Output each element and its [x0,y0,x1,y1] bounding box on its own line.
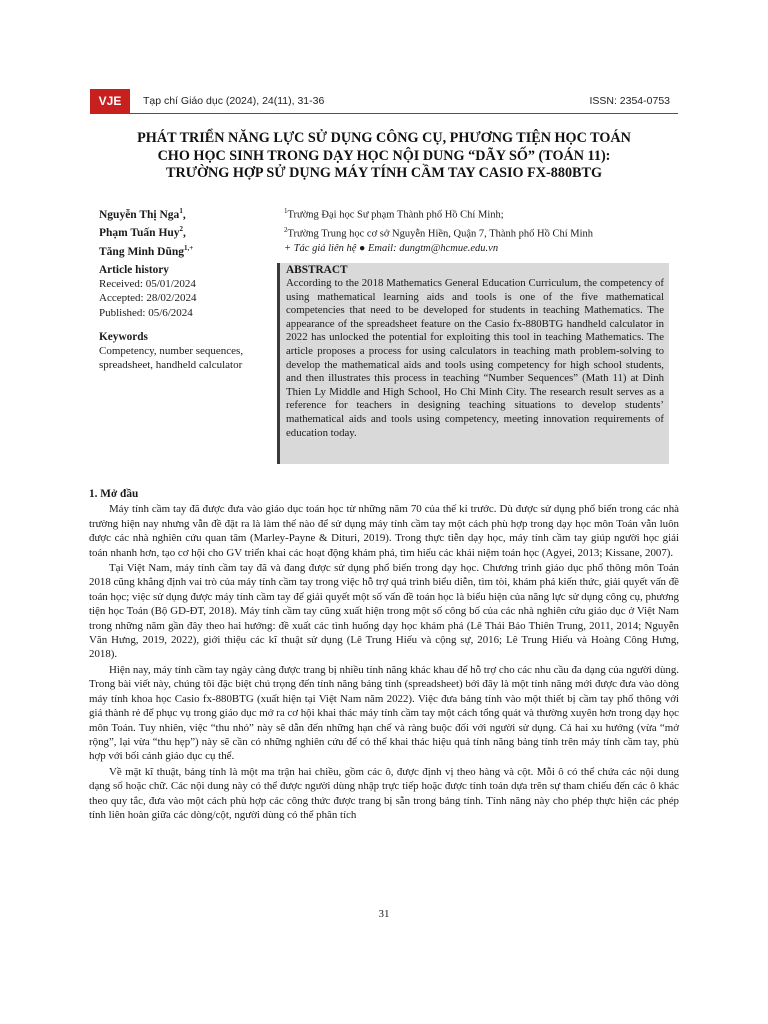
paragraph: Về mặt kĩ thuật, bảng tính là một ma trận hai chiều, gồm các ô, được định vị theo hàng và cột. Mỗi ô có thể chứa các nội dung dạng số hoặc chữ. Các nội dung này có thể được người dùng nhập trực tiếp hoặc được tính toán dựa trên sự tham chiếu đến các ô khác theo quy tắc, đưa vào một cách phù hợp các công thức được trang bị sẵn trong bảng tính. Tính năng này cho phép thực hiện các phép tính liên hoàn giữa các dòng/cột, người dùng có thể phân tích [89,765,679,821]
journal-header [90,89,678,113]
header-divider [90,113,678,114]
keywords-text: Competency, number sequences, spreadsheet, handheld calculator [99,345,244,372]
affiliations [284,204,676,257]
affiliation: $^1$Trường Đại học Sư phạm Thành phố Hồ Chí Minh; [284,207,504,221]
article-title [92,130,676,183]
article-info [99,263,269,372]
title-line: PHÁT TRIỂN NĂNG LỰC SỬ DỤNG CÔNG CỤ, PHƯƠNG TIỆN HỌC TOÁN [137,130,631,146]
author-list [99,204,279,259]
author: Tăng Minh Dũng$^{1,+}$ [99,243,194,258]
issn: ISSN: 2354-0753 [589,95,670,107]
title-line: CHO HỌC SINH TRONG DẠY HỌC NỘI DUNG “DÃY SỐ” (TOÁN 11): [157,147,611,164]
abstract-box [277,263,669,464]
author: Phạm Tuấn Huy$^2$, [99,225,186,240]
paragraph: Tại Việt Nam, máy tính cầm tay đã và đang được sử dụng phổ biến trong dạy học. Chương trình giáo dục phổ thông môn Toán 2018 cũng khẳng định vai trò của máy tính cầm tay trong việc hỗ trợ quá trình biểu diễn, tìm tòi, khám phá kiến thức, giải quyết vấn đề toán học; việc sử dụng được máy tính cầm tay để giải quyết một số vấn đề toán học là biểu hiện của năng lực sử dụng công cụ, phương tiện học Toán (Bộ GD-ĐT, 2018). Máy tính cầm tay cũng xuất hiện trong một số công bố của các nhà nghiên cứu giáo dục ở Việt Nam trong những năm gần đây theo hai hướng: đề xuất các tình huống dạy học khám phá (Lê Thái Bảo Thiên Trung, 2011, 2014; Nguyễn Văn Hưng, 2019, 2022), giới thiệu các kĩ thuật sử dụng (Lê Trung Hiếu và cộng sự, 2016; Lê Trung Hiếu và Hoàng Công Hưng, 2018). [89,562,679,661]
journal-logo: VJE [90,89,130,113]
author: Nguyễn Thị Nga$^1$, [99,207,186,221]
abstract-heading: ABSTRACT [286,264,348,276]
journal-reference: Tạp chí Giáo dục (2024), 24(11), 31-36 [143,95,325,107]
main-body [89,487,679,823]
section-heading: 1. Mở đầu [89,488,139,500]
affiliation: $^2$Trường Trung học cơ sở Nguyễn Hiền, Quận 7, Thành phố Hồ Chí Minh [284,226,594,240]
article-history-heading: Article history [99,264,169,276]
paragraph: Máy tính cầm tay đã được đưa vào giáo dục toán học từ những năm 70 của thế kỉ trước. Dù được sử dụng phổ biến trong các nhà trường hiện nay nhưng vẫn đề đặt ra là làm thế nào để sử dụng máy tính cầm tay một cách phù hợp trong dạy học môn Toán vẫn luôn được các nhà nghiên cứu quan tâm (Marley-Payne & Dituri, 2019). Trong thực tiễn dạy học, máy tính cầm tay giúp người học giải toán nhanh hơn, tạo cơ hội cho GV triển khai các hoạt động khám phá, tìm hiểu các khái niệm toán học (Agyei, 2013; Kissane, 2007). [89,503,679,559]
abstract-text: According to the 2018 Mathematics General Education Curriculum, the competency of using mathematical learning aids and tools is one of the five mathematical competencies that need to be developed for students in teaching Mathematics. The appearance of the spreadsheet feature on the Casio fx-880BTG handheld calculator in 2022 has unlocked the potential for exploiting this tool in teaching Mathematics. The article proposes a process for using calculators in teaching math problem-solving to develop the mathematical aids and tools using competency for high school students, and then illustrates this process in teaching “Number Sequences” (Math 11) at Dinh Thien Ly Middle and High School, Ho Chi Minh City. The research result serves as a reference for teachers in designing teaching situations to develop students’ mathematical aids and tools using competency, meeting innovation requirements of education today. [286,277,664,439]
published-date: Published: 05/6/2024 [99,306,193,319]
received-date: Received: 05/01/2024 [99,278,196,291]
contact-email: + Tác giả liên hệ ● Email: dungtm@hcmue.edu.vn [284,243,499,254]
paragraph: Hiện nay, máy tính cầm tay ngày càng được trang bị nhiều tính năng khác khau để hỗ trợ cho các nhu cầu đa dạng của người dùng. Trong bài viết này, chúng tôi đặc biệt chú trọng đến tính năng bảng tính (spreadsheet) bởi đây là một tính năng mới được đưa vào dòng máy tính khoa học Casio fx-880BTG (xuất hiện tại Việt Nam năm 2022). Việc đưa bảng tính vào một thiết bị cầm tay phổ thông với giá thành rẻ để phục vụ trong giáo dục mở ra cơ hội khai thác máy tính cầm tay một cách tổng quát và thường xuyên hơn trong dạy học môn Toán. Tuy nhiên, việc “thu nhỏ” này sẽ dẫn đến những hạn chế và ràng buộc đối với người sử dụng. Cả hai xu hướng (vừa “mở rộng”, lại vừa “thu hẹp”) này sẽ cần có những nghiên cứu để có thể khai thác hiệu quả tính năng bảng tính trên máy tính cầm tay, phù hợp với bối cảnh giáo dục cụ thể. [89,663,680,763]
page-number: 31 [378,908,390,920]
title-line: TRƯỜNG HỢP SỬ DỤNG MÁY TÍNH CẦM TAY CASIO FX-880BTG [165,165,603,181]
accepted-date: Accepted: 28/02/2024 [99,292,197,305]
keywords-heading: Keywords [99,330,148,343]
